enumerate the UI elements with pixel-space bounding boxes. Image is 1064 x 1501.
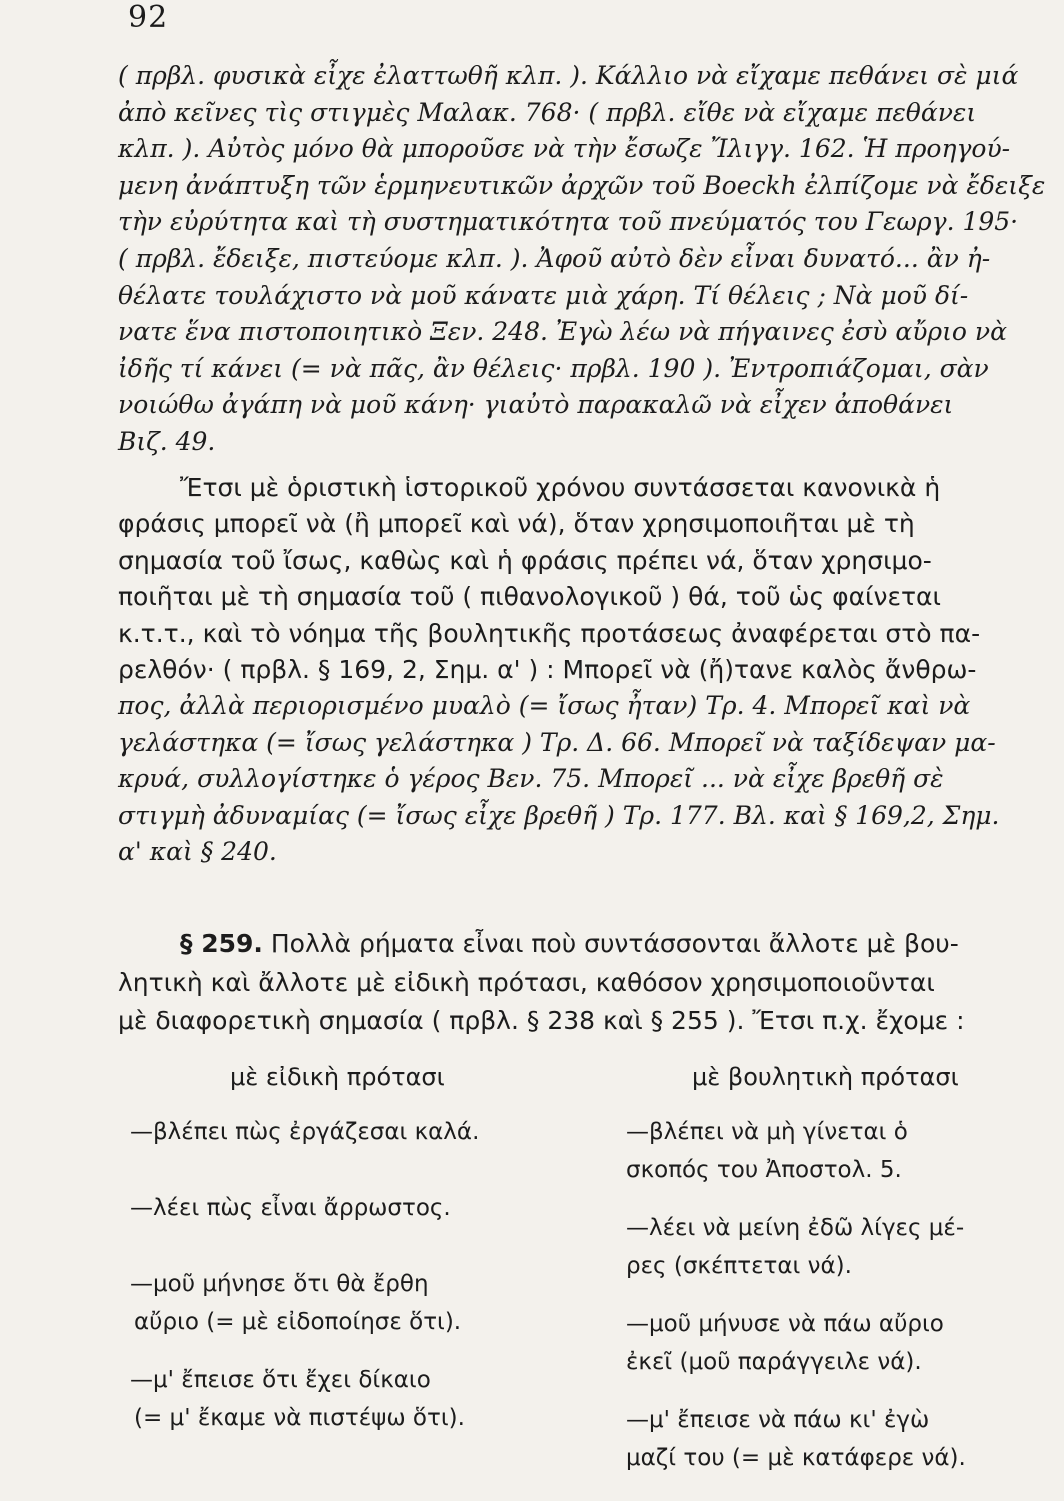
column-header-volitional: μὲ βουλητικὴ πρότασι bbox=[692, 1063, 959, 1091]
example-line: —μ' ἔπεισε ὅτι ἔχει δίκαιο bbox=[130, 1367, 431, 1393]
column-specific-examples bbox=[130, 1113, 550, 1461]
example-line: ρες (σκέπτεται νά). bbox=[626, 1253, 852, 1279]
section-number: § 259. bbox=[180, 929, 263, 958]
text-line: φράσις μπορεῖ νὰ (ἢ μπορεῖ καὶ νά), ὅταν χρησιμοποιῆται μὲ τὴ bbox=[118, 509, 915, 539]
example-item bbox=[626, 1209, 1046, 1285]
example-line: —μοῦ μήνησε ὅτι θὰ ἔρθη bbox=[130, 1271, 429, 1297]
text-line: κ.τ.τ., καὶ τὸ νόημα τῆς βουλητικῆς προτάσεως ἀναφέρεται στὸ πα- bbox=[118, 618, 981, 648]
example-line: —βλέπει πὼς ἐργάζεσαι καλά. bbox=[130, 1119, 480, 1145]
example-item bbox=[130, 1265, 550, 1341]
text-line: σημασία τοῦ ἴσως, καθὼς καὶ ἡ φράσις πρέπει νά, ὅταν χρησιμο- bbox=[118, 545, 932, 575]
text-line: τὴν εὐρύτητα καὶ τὴ συστηματικότητα τοῦ πνεύματός του Γεωργ. 195· bbox=[118, 207, 1019, 237]
text-line bbox=[118, 925, 1038, 964]
text-span: Πολλὰ ρήματα εἶναι ποὺ συντάσσονται ἄλλοτε μὲ βου- bbox=[270, 929, 959, 958]
text-line: ρελθόν· ( πρβλ. § 169, 2, Σημ. α' ) : Μπορεῖ νὰ (ἤ)τανε καλὸς ἄνθρω- bbox=[118, 655, 977, 685]
text-line: ἰδῆς τί κάνει (= νὰ πᾶς, ἂν θέλεις· πρβλ. 190 ). Ἐντροπιάζομαι, σὰν bbox=[118, 353, 989, 383]
text-line: ( πρβλ. ἔδειξε, πιστεύομε κλπ. ). Ἀφοῦ αὐτὸ δὲν εἶναι δυνατό... ἂν ἠ- bbox=[118, 243, 991, 273]
text-line: στιγμὴ ἀδυναμίας (= ἴσως εἶχε βρεθῆ ) Τρ. 177. Βλ. καὶ § 169,2, Σημ. bbox=[118, 800, 1000, 830]
text-line: ἀπὸ κεῖνες τὶς στιγμὲς Μαλακ. 768· ( πρβλ. εἴθε νὰ εἴχαμε πεθάνει bbox=[118, 97, 977, 127]
example-item bbox=[626, 1401, 1046, 1477]
page-number: 92 bbox=[128, 0, 169, 35]
example-item bbox=[626, 1305, 1046, 1381]
text-line: θέλατε τουλάχιστο νὰ μοῦ κάνατε μιὰ χάρη. Τί θέλεις ; Νὰ μοῦ δί- bbox=[118, 280, 969, 310]
example-line: μαζί του (= μὲ κατάφερε νά). bbox=[626, 1445, 966, 1471]
example-line: —μ' ἔπεισε νὰ πάω κι' ἐγὼ bbox=[626, 1407, 930, 1433]
example-item bbox=[626, 1113, 1046, 1189]
text-line: κλπ. ). Αὐτὸς μόνο θὰ μποροῦσε νὰ τὴν ἔσωζε Ἴλιγγ. 162. Ἡ προηγού- bbox=[118, 134, 1011, 164]
text-line: μενη ἀνάπτυξη τῶν ἑρμηνευτικῶν ἀρχῶν τοῦ Boeckh ἐλπίζομε νὰ ἔδειξε bbox=[118, 170, 1046, 200]
text-line: νατε ἕνα πιστοποιητικὸ Ξεν. 248. Ἐγὼ λέω νὰ πήγαινες ἐσὺ αὔριο νὰ bbox=[118, 317, 1007, 347]
example-line: —λέει πὼς εἶναι ἄρρωστος. bbox=[130, 1195, 451, 1221]
example-item bbox=[130, 1189, 550, 1227]
text-line: μὲ διαφορετικὴ σημασία ( πρβλ. § 238 καὶ § 255 ). Ἔτσι π.χ. ἔχομε : bbox=[118, 1006, 965, 1035]
text-line: Βιζ. 49. bbox=[118, 426, 216, 456]
text-line: Ἔτσι μὲ ὁριστικὴ ἱστορικοῦ χρόνου συντάσσεται κανονικὰ ἡ bbox=[180, 473, 941, 502]
section-259 bbox=[118, 925, 1038, 1041]
text-line: κρυά, συλλογίστηκε ὁ γέρος Βεν. 75. Μπορεῖ ... νὰ εἶχε βρεθῆ σὲ bbox=[118, 764, 944, 794]
column-volitional-examples bbox=[626, 1113, 1046, 1501]
paragraph-mporei bbox=[118, 470, 1038, 870]
example-line: ἐκεῖ (μοῦ παράγγειλε νά). bbox=[626, 1349, 922, 1375]
example-item bbox=[130, 1113, 550, 1151]
example-line: αὔριο (= μὲ εἰδοποίησε ὅτι). bbox=[134, 1309, 462, 1335]
text-line: ( πρβλ. φυσικὰ εἶχε ἐλαττωθῆ κλπ. ). Κάλλιο νὰ εἴχαμε πεθάνει σὲ μιά bbox=[118, 61, 1019, 90]
example-line: (= μ' ἔκαμε νὰ πιστέψω ὅτι). bbox=[134, 1405, 465, 1431]
text-line: γελάστηκα (= ἴσως γελάστηκα ) Τρ. Δ. 66. Μπορεῖ νὰ ταξίδεψαν μα- bbox=[118, 727, 996, 757]
text-line: λητικὴ καὶ ἄλλοτε μὲ εἰδικὴ πρότασι, καθόσον χρησιμοποιοῦνται bbox=[118, 967, 935, 997]
text-line: α' καὶ § 240. bbox=[118, 837, 277, 867]
text-line: πος, ἀλλὰ περιορισμένο μυαλὸ (= ἴσως ἦταν) Τρ. 4. Μπορεῖ καὶ νὰ bbox=[118, 691, 971, 721]
example-line: —μοῦ μήνυσε νὰ πάω αὔριο bbox=[626, 1311, 944, 1337]
example-line: —βλέπει νὰ μὴ γίνεται ὁ bbox=[626, 1119, 908, 1145]
text-line: ποιῆται μὲ τὴ σημασία τοῦ ( πιθανολογικοῦ ) θά, τοῦ ὡς φαίνεται bbox=[118, 582, 941, 612]
example-line: —λέει νὰ μείνη ἐδῶ λίγες μέ- bbox=[626, 1215, 965, 1241]
column-header-specific: μὲ εἰδικὴ πρότασι bbox=[230, 1063, 445, 1091]
example-line: σκοπός του Ἀποστολ. 5. bbox=[626, 1157, 902, 1183]
paragraph-examples bbox=[118, 58, 1046, 461]
example-item bbox=[130, 1361, 550, 1437]
text-line: νοιώθω ἀγάπη νὰ μοῦ κάνη· γιαὐτὸ παρακαλῶ νὰ εἶχεν ἀποθάνει bbox=[118, 390, 954, 420]
